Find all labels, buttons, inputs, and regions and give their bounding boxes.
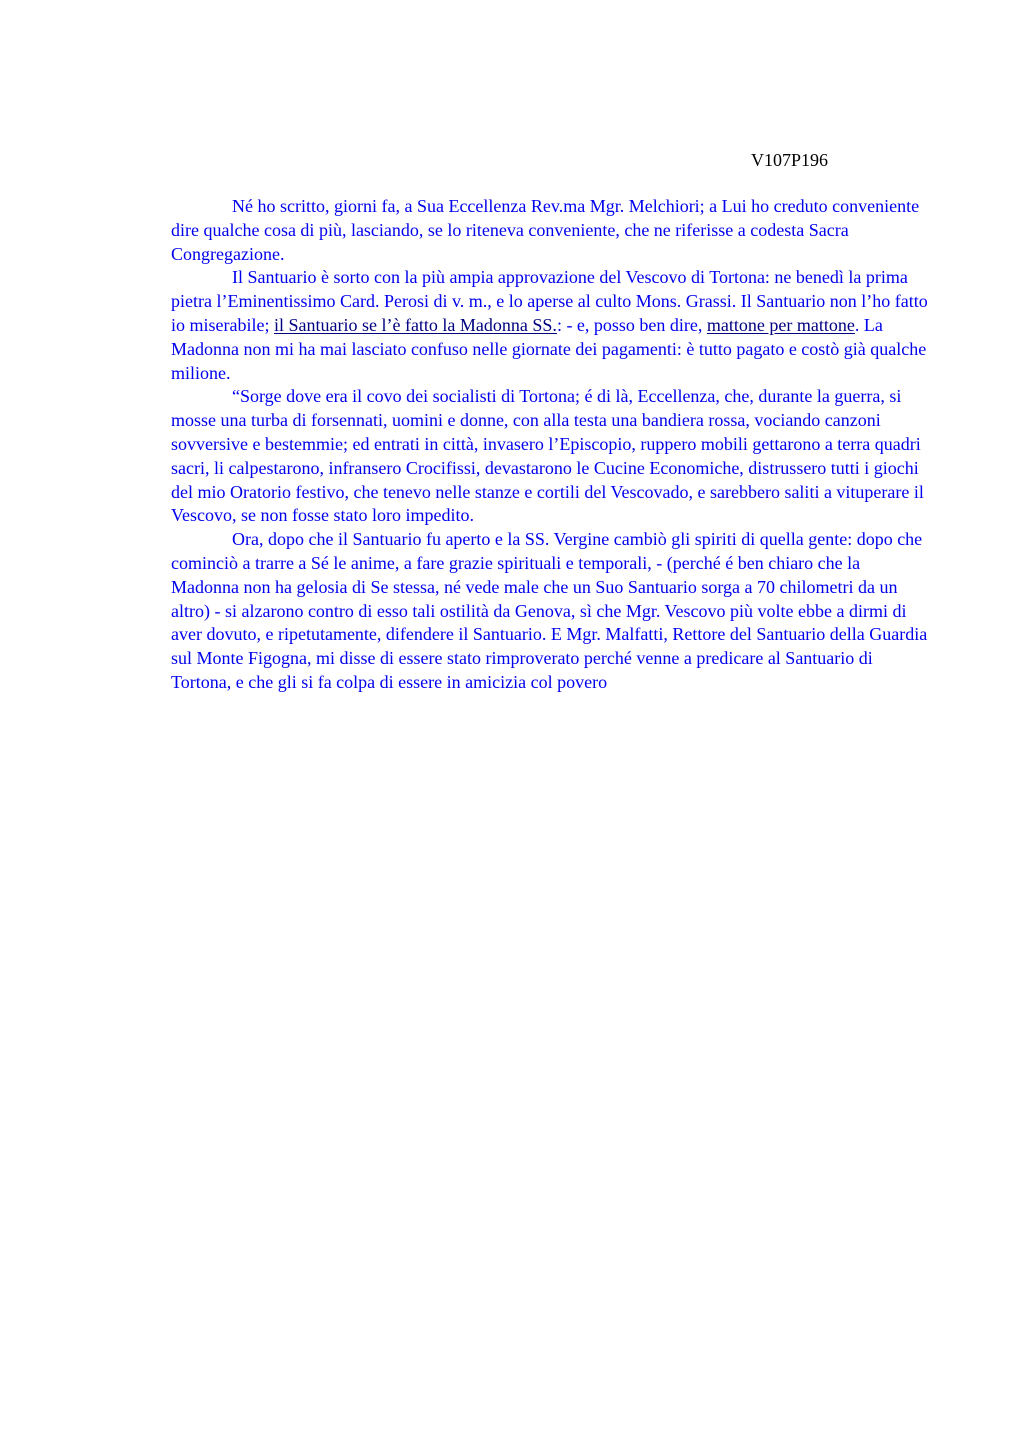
paragraph-text: Ora, dopo che il Santuario fu aperto e la SS. Vergine cambiò gli spiriti di quella gente: dopo che cominciò a trarre a Sé le anime, a fare grazie spirituali e temporali, - (perché é ben chiaro che la Madonna non ha gelosia di Se stessa, né vede male che un Suo Santuario sorga a 70 chilometri da un altro) - si alzarono contro di esso tali ostilità da Genova, sì che Mgr. Vescovo più volte ebbe a dirmi di aver dovuto, e ripetutamente, difendere il Santuario. E Mgr. Malfatti, Rettore del Santuario della Guardia sul Monte Figogna, mi disse di essere stato rimproverato perché venne a predicare al Santuario di Tortona, e che gli si fa colpa di essere in amicizia col povero <box>171 529 928 692</box>
letter-body <box>171 195 931 695</box>
paragraph-2 <box>171 266 931 385</box>
page-reference: V107P196 <box>751 150 829 170</box>
paragraph-4 <box>171 528 931 695</box>
paragraph-1 <box>171 195 931 266</box>
paragraph-text: Il Santuario è sorto con la più ampia approvazione del Vescovo di Tortona: ne benedì la prima pietra l’Eminentissimo Card. Perosi di v. m., e lo aperse al culto Mons. Grassi. Il Santuario non l’ho fatto io miserabile; <box>171 267 928 335</box>
paragraph-text: : - e, posso ben dire, <box>556 314 707 335</box>
paragraph-text: Né ho scritto, giorni fa, a Sua Eccellenza Rev.ma Mgr. Melchiori; a Lui ho creduto conveniente dire qualche cosa di più, lasciando, se lo riteneva conveniente, che ne riferisse a codesta Sacra Congregazione. <box>171 196 920 264</box>
paragraph-text: “Sorge dove era il covo dei socialisti di Tortona; é di là, Eccellenza, che, durante la guerra, si mosse una turba di forsennati, uomini e donne, con alla testa una bandiera rossa, vociando canzoni sovversive e bestemmie; ed entrati in città, invasero l’Episcopio, ruppero mobili gettarono a terra quadri sacri, li calpestarono, infransero Crocifissi, devastarono le Cucine Economiche, distrussero tutti i giochi del mio Oratorio festivo, che tenevo nelle stanze e cortili del Vescovado, e sarebbero saliti a vituperare il Vescovo, se non fosse stato loro impedito. <box>171 386 924 526</box>
underlined-phrase: il Santuario se l’è fatto la Madonna SS. <box>273 314 557 335</box>
paragraph-3 <box>171 385 931 528</box>
underlined-phrase: mattone per mattone <box>706 314 855 335</box>
paragraph-text: . La Madonna non mi ha mai lasciato confuso nelle giornate dei pagamenti: è tutto pagato e costò già qualche milione. <box>171 314 927 383</box>
